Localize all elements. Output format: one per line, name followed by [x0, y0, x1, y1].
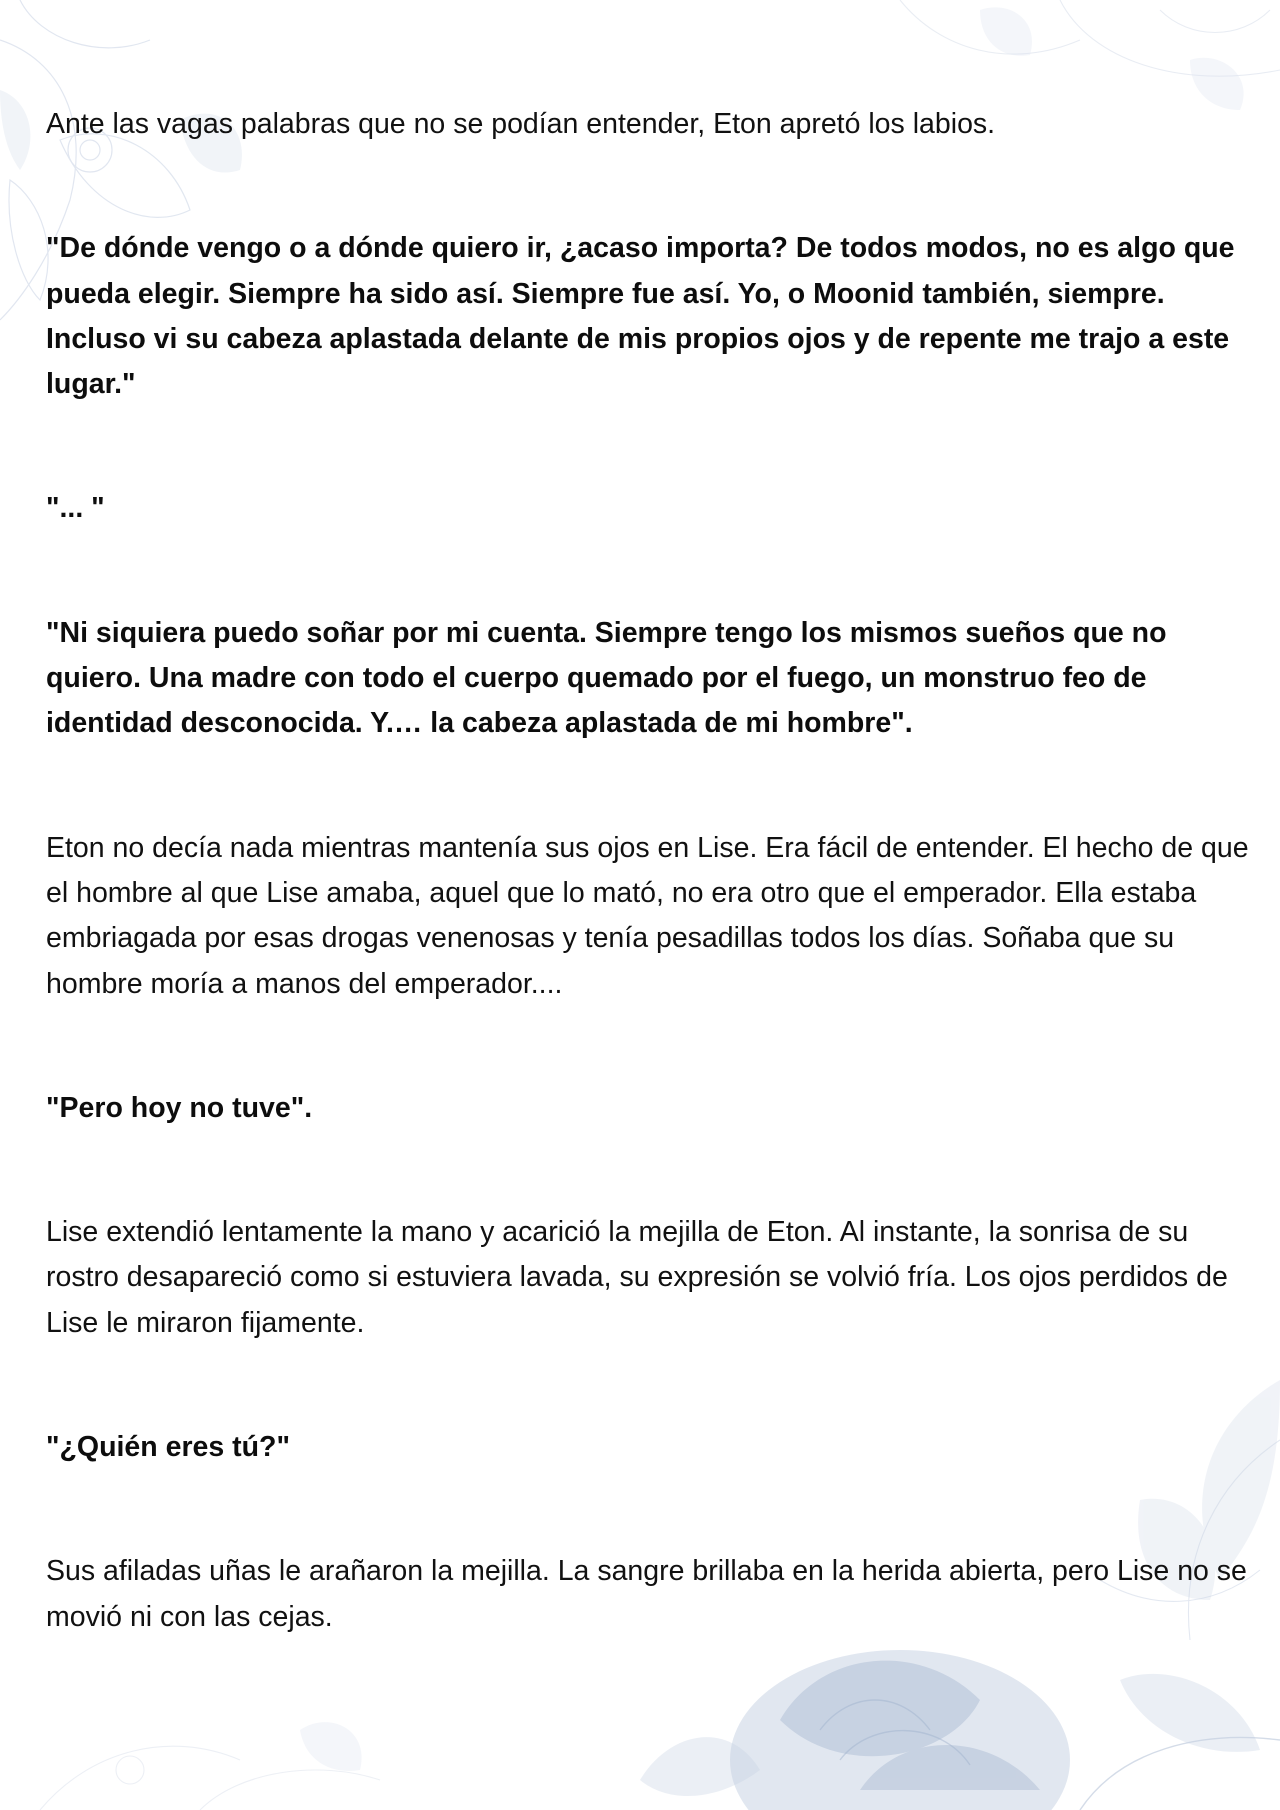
paragraph-1: Ante las vagas palabras que no se podían entender, Eton apretó los labios. — [46, 108, 996, 140]
paragraph-6: "Pero hoy no tuve". — [46, 1091, 313, 1124]
document-body — [46, 102, 1256, 1640]
paragraph-9: Sus afiladas uñas le arañaron la mejilla. La sangre brillaba en la herida abierta, pero Lise no se movió ni con las cejas. — [46, 1555, 1247, 1633]
paragraph-4: "Ni siquiera puedo soñar por mi cuenta. Siempre tengo los mismos sueños que no quiero. Una madre con todo el cuerpo quemado por el fuego, un monstruo feo de identidad desconocida. Y.… la cabeza aplastada de mi hombre". — [46, 616, 1167, 740]
paragraph-5: Eton no decía nada mientras mantenía sus ojos en Lise. Era fácil de entender. El hecho de que el hombre al que Lise amaba, aquel que lo mató, no era otro que el emperador. Ella estaba embriagada por esas drogas venenosas y tenía pesadillas todos los días. Soñaba que su hombre moría a manos del emperador.... — [46, 831, 1249, 1000]
paragraph-8: "¿Quién eres tú?" — [46, 1431, 290, 1464]
paragraph-7: Lise extendió lentamente la mano y acarició la mejilla de Eton. Al instante, la sonrisa de su rostro desapareció como si estuviera lavada, su expresión se volvió fría. Los ojos perdidos de Lise le miraron fijamente. — [46, 1216, 1228, 1339]
paragraph-2: "De dónde vengo o a dónde quiero ir, ¿acaso importa? De todos modos, no es algo que pueda elegir. Siempre ha sido así. Siempre fue así. Yo, o Moonid también, siempre. Incluso vi su cabeza aplastada delante de mis propios ojos y de repente me trajo a este lugar." — [46, 232, 1235, 401]
paragraph-3: "... " — [46, 492, 105, 525]
